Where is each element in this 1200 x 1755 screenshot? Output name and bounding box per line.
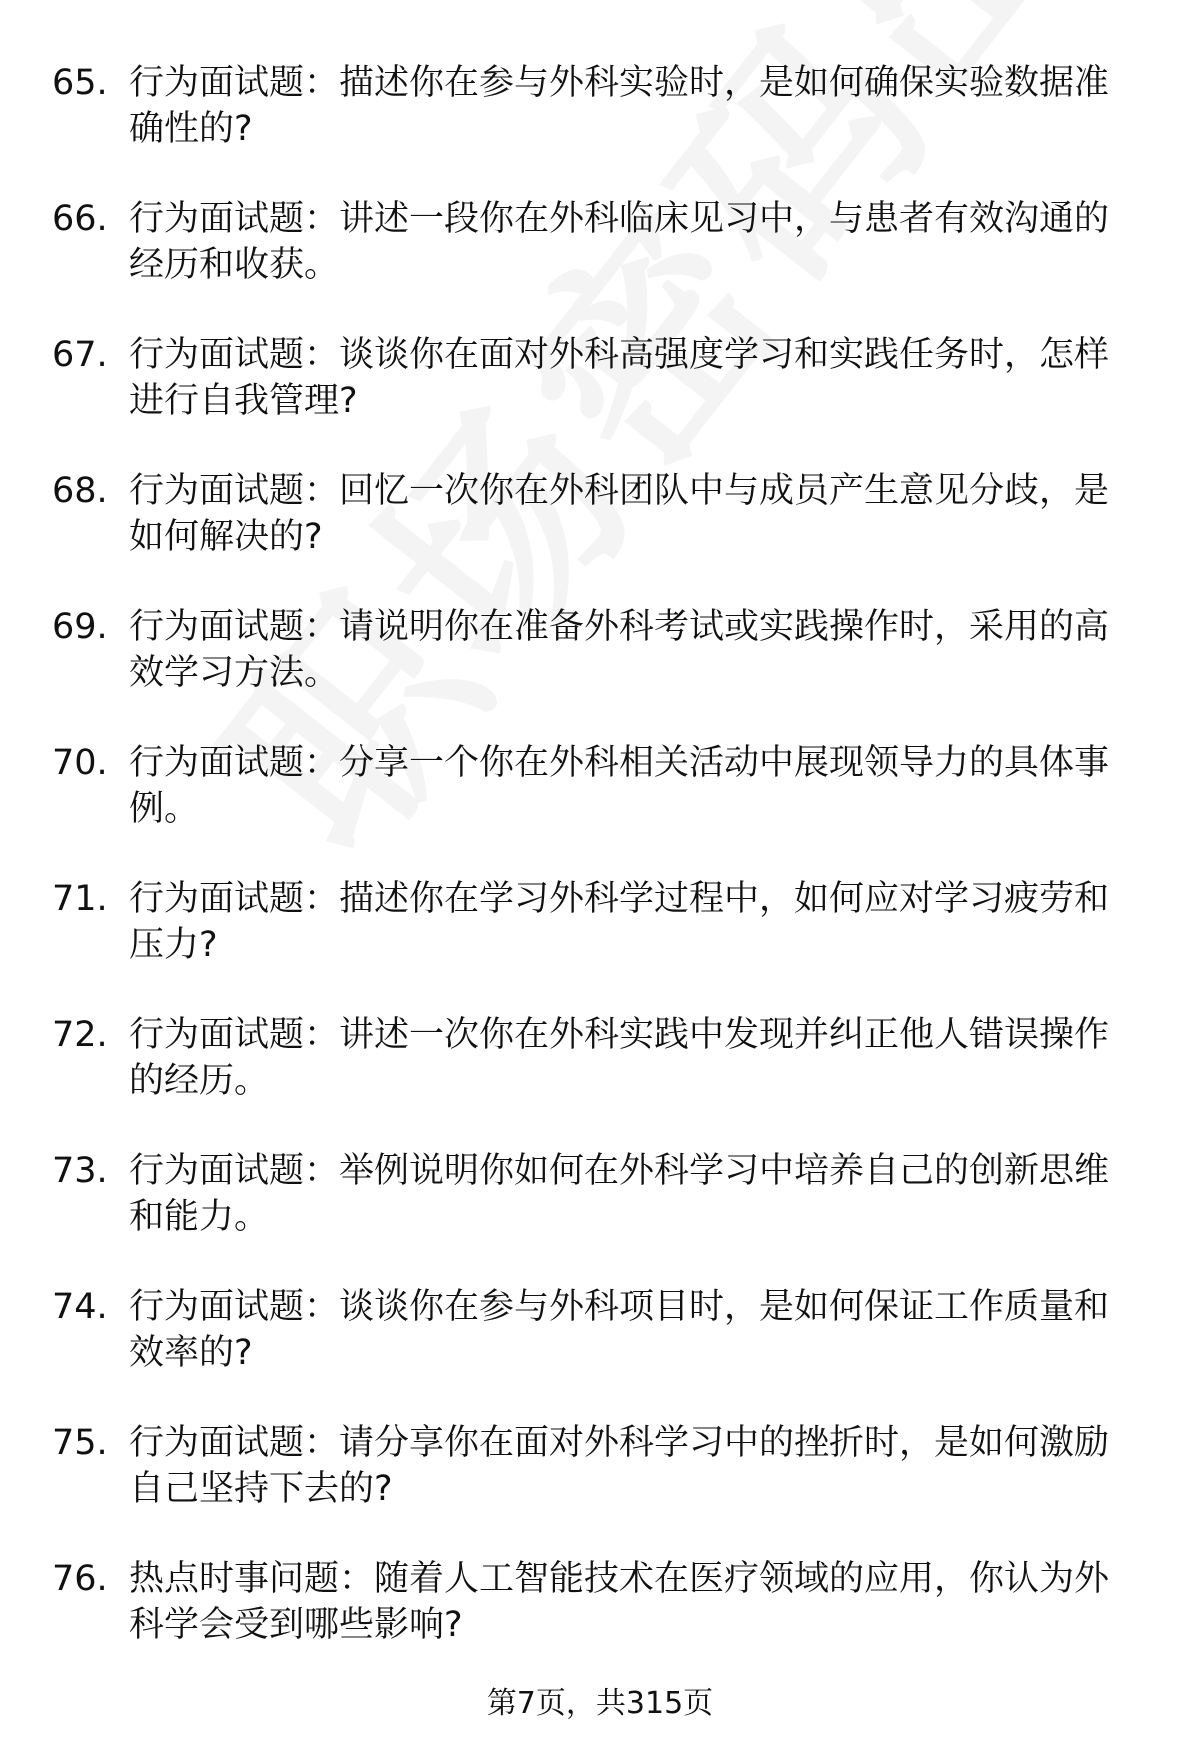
question-list bbox=[52, 60, 1142, 1692]
question-number: 67. bbox=[52, 335, 108, 375]
question-item bbox=[52, 1556, 1142, 1648]
question-item bbox=[52, 604, 1142, 696]
question-text: 行为面试题：讲述一段你在外科临床见习中，与患者有效沟通的经历和收获。 bbox=[129, 199, 1110, 285]
question-text: 行为面试题：描述你在学习外科学过程中，如何应对学习疲劳和压力? bbox=[129, 879, 1110, 965]
question-text: 行为面试题：请说明你在准备外科考试或实践操作时，采用的高效学习方法。 bbox=[129, 607, 1110, 693]
question-text: 行为面试题：分享一个你在外科相关活动中展现领导力的具体事例。 bbox=[129, 743, 1110, 829]
question-text: 行为面试题：谈谈你在参与外科项目时，是如何保证工作质量和效率的? bbox=[129, 1287, 1110, 1373]
question-number: 74. bbox=[52, 1287, 108, 1327]
question-text: 行为面试题：谈谈你在面对外科高强度学习和实践任务时，怎样进行自我管理? bbox=[129, 335, 1110, 421]
question-item bbox=[52, 468, 1142, 560]
question-number: 68. bbox=[52, 471, 108, 511]
question-item bbox=[52, 332, 1142, 424]
question-text: 行为面试题：举例说明你如何在外科学习中培养自己的创新思维和能力。 bbox=[129, 1151, 1110, 1237]
question-item bbox=[52, 876, 1142, 968]
question-item bbox=[52, 1148, 1142, 1240]
question-text: 热点时事问题：随着人工智能技术在医疗领域的应用，你认为外科学会受到哪些影响? bbox=[129, 1559, 1110, 1645]
question-number: 73. bbox=[52, 1151, 108, 1191]
question-item bbox=[52, 1284, 1142, 1376]
question-number: 66. bbox=[52, 199, 108, 239]
page-footer: 第7页，共315页 bbox=[486, 1686, 714, 1721]
question-number: 76. bbox=[52, 1559, 108, 1599]
question-number: 75. bbox=[52, 1423, 108, 1463]
question-number: 70. bbox=[52, 743, 108, 783]
question-number: 71. bbox=[52, 879, 108, 919]
question-text: 行为面试题：请分享你在面对外科学习中的挫折时，是如何激励自己坚持下去的? bbox=[129, 1423, 1110, 1509]
question-text: 行为面试题：描述你在参与外科实验时，是如何确保实验数据准确性的? bbox=[129, 63, 1110, 149]
question-text: 行为面试题：讲述一次你在外科实践中发现并纠正他人错误操作的经历。 bbox=[129, 1015, 1110, 1101]
question-item bbox=[52, 740, 1142, 832]
question-number: 69. bbox=[52, 607, 108, 647]
question-item bbox=[52, 1012, 1142, 1104]
question-item bbox=[52, 60, 1142, 152]
question-item bbox=[52, 196, 1142, 288]
question-number: 72. bbox=[52, 1015, 108, 1055]
question-text: 行为面试题：回忆一次你在外科团队中与成员产生意见分歧，是如何解决的? bbox=[129, 471, 1110, 557]
question-number: 65. bbox=[52, 63, 108, 103]
question-item bbox=[52, 1420, 1142, 1512]
